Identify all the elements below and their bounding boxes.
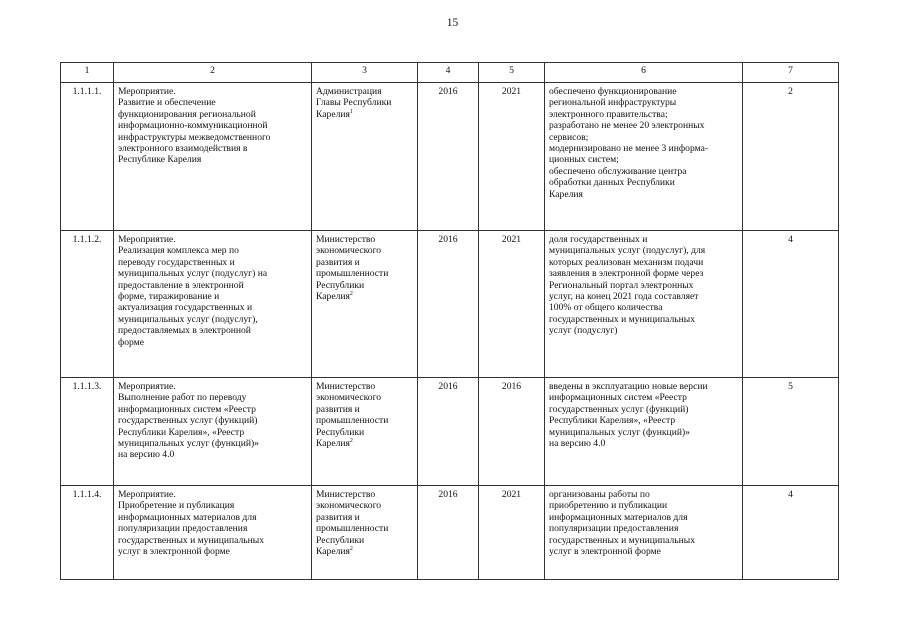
responsible-executor: Министерство экономического развития и промышленности Республики Карелия$^2$: [312, 378, 418, 486]
start-year: 2016: [418, 486, 479, 580]
start-year: 2016: [418, 231, 479, 378]
column-header-1: 1: [61, 63, 114, 83]
event-description: Мероприятие. Развитие и обеспечение функционирования региональной информационно-коммуникационной инфраструктуры межведомственного электронного взаимодействия в Республике Карелия: [114, 83, 312, 231]
indicator-ref: 5: [743, 378, 839, 486]
end-year: 2021: [479, 486, 545, 580]
column-header-5: 5: [479, 63, 545, 83]
footnote-mark: 1: [349, 108, 353, 115]
row-code: 1.1.1.1.: [61, 83, 114, 231]
footnote-mark: 2: [349, 437, 353, 444]
indicator-ref: 2: [743, 83, 839, 231]
table-row: [61, 231, 839, 378]
start-year: 2016: [418, 378, 479, 486]
footnote-mark: 2: [349, 545, 353, 552]
program-activities-table: [60, 62, 839, 580]
indicator-ref: 4: [743, 486, 839, 580]
column-header-3: 3: [312, 63, 418, 83]
end-year: 2021: [479, 231, 545, 378]
page-number: 15: [446, 17, 459, 29]
column-header-7: 7: [743, 63, 839, 83]
end-year: 2021: [479, 83, 545, 231]
expected-result: введены в эксплуатацию новые версии информационных систем «Реестр государственных услуг (функций) Республики Карелия», «Реестр муниципальных услуг (функций)» на версию 4.0: [545, 378, 743, 486]
column-header-4: 4: [418, 63, 479, 83]
event-description: Мероприятие. Выполнение работ по переводу информационных систем «Реестр государственных услуг (функций) Республики Карелия», «Реестр муниципальных услуг (функций)» на версию 4.0: [114, 378, 312, 486]
table-row: [61, 378, 839, 486]
event-description: Мероприятие. Реализация комплекса мер по переводу государственных и муниципальных услуг (подуслуг) на предоставление в электронной форме, тиражирование и актуализация государственных и муниципальных услуг (подуслуг), предоставляемых в электронной форме: [114, 231, 312, 378]
start-year: 2016: [418, 83, 479, 231]
event-description: Мероприятие. Приобретение и публикация информационных материалов для популяризации предоставления государственных и муниципальных услуг в электронной форме: [114, 486, 312, 580]
end-year: 2016: [479, 378, 545, 486]
responsible-executor: Министерство экономического развития и промышленности Республики Карелия$^2$: [312, 486, 418, 580]
row-code: 1.1.1.2.: [61, 231, 114, 378]
expected-result: обеспечено функционирование региональной инфраструктуры электронного правительства; разработано не менее 20 электронных сервисов; модернизировано не менее 3 информа- ционных систем; обеспечено обслуживание центра обработки данных Республики Карелия: [545, 83, 743, 231]
table-row: [61, 486, 839, 580]
row-code: 1.1.1.3.: [61, 378, 114, 486]
table-row: [61, 83, 839, 231]
footnote-mark: 2: [349, 290, 353, 297]
column-header-6: 6: [545, 63, 743, 83]
column-header-2: 2: [114, 63, 312, 83]
indicator-ref: 4: [743, 231, 839, 378]
table-header-row: [61, 63, 839, 83]
responsible-executor: Администрация Главы Республики Карелия$^1$: [312, 83, 418, 231]
row-code: 1.1.1.4.: [61, 486, 114, 580]
responsible-executor: Министерство экономического развития и промышленности Республики Карелия$^2$: [312, 231, 418, 378]
expected-result: организованы работы по приобретению и публикации информационных материалов для популяризации предоставления государственных и муниципальных услуг в электронной форме: [545, 486, 743, 580]
expected-result: доля государственных и муниципальных услуг (подуслуг), для которых реализован механизм подачи заявления в электронной форме через Региональный портал электронных услуг, на конец 2021 года составляет 100% от общего количества государственных и муниципальных услуг (подуслуг): [545, 231, 743, 378]
